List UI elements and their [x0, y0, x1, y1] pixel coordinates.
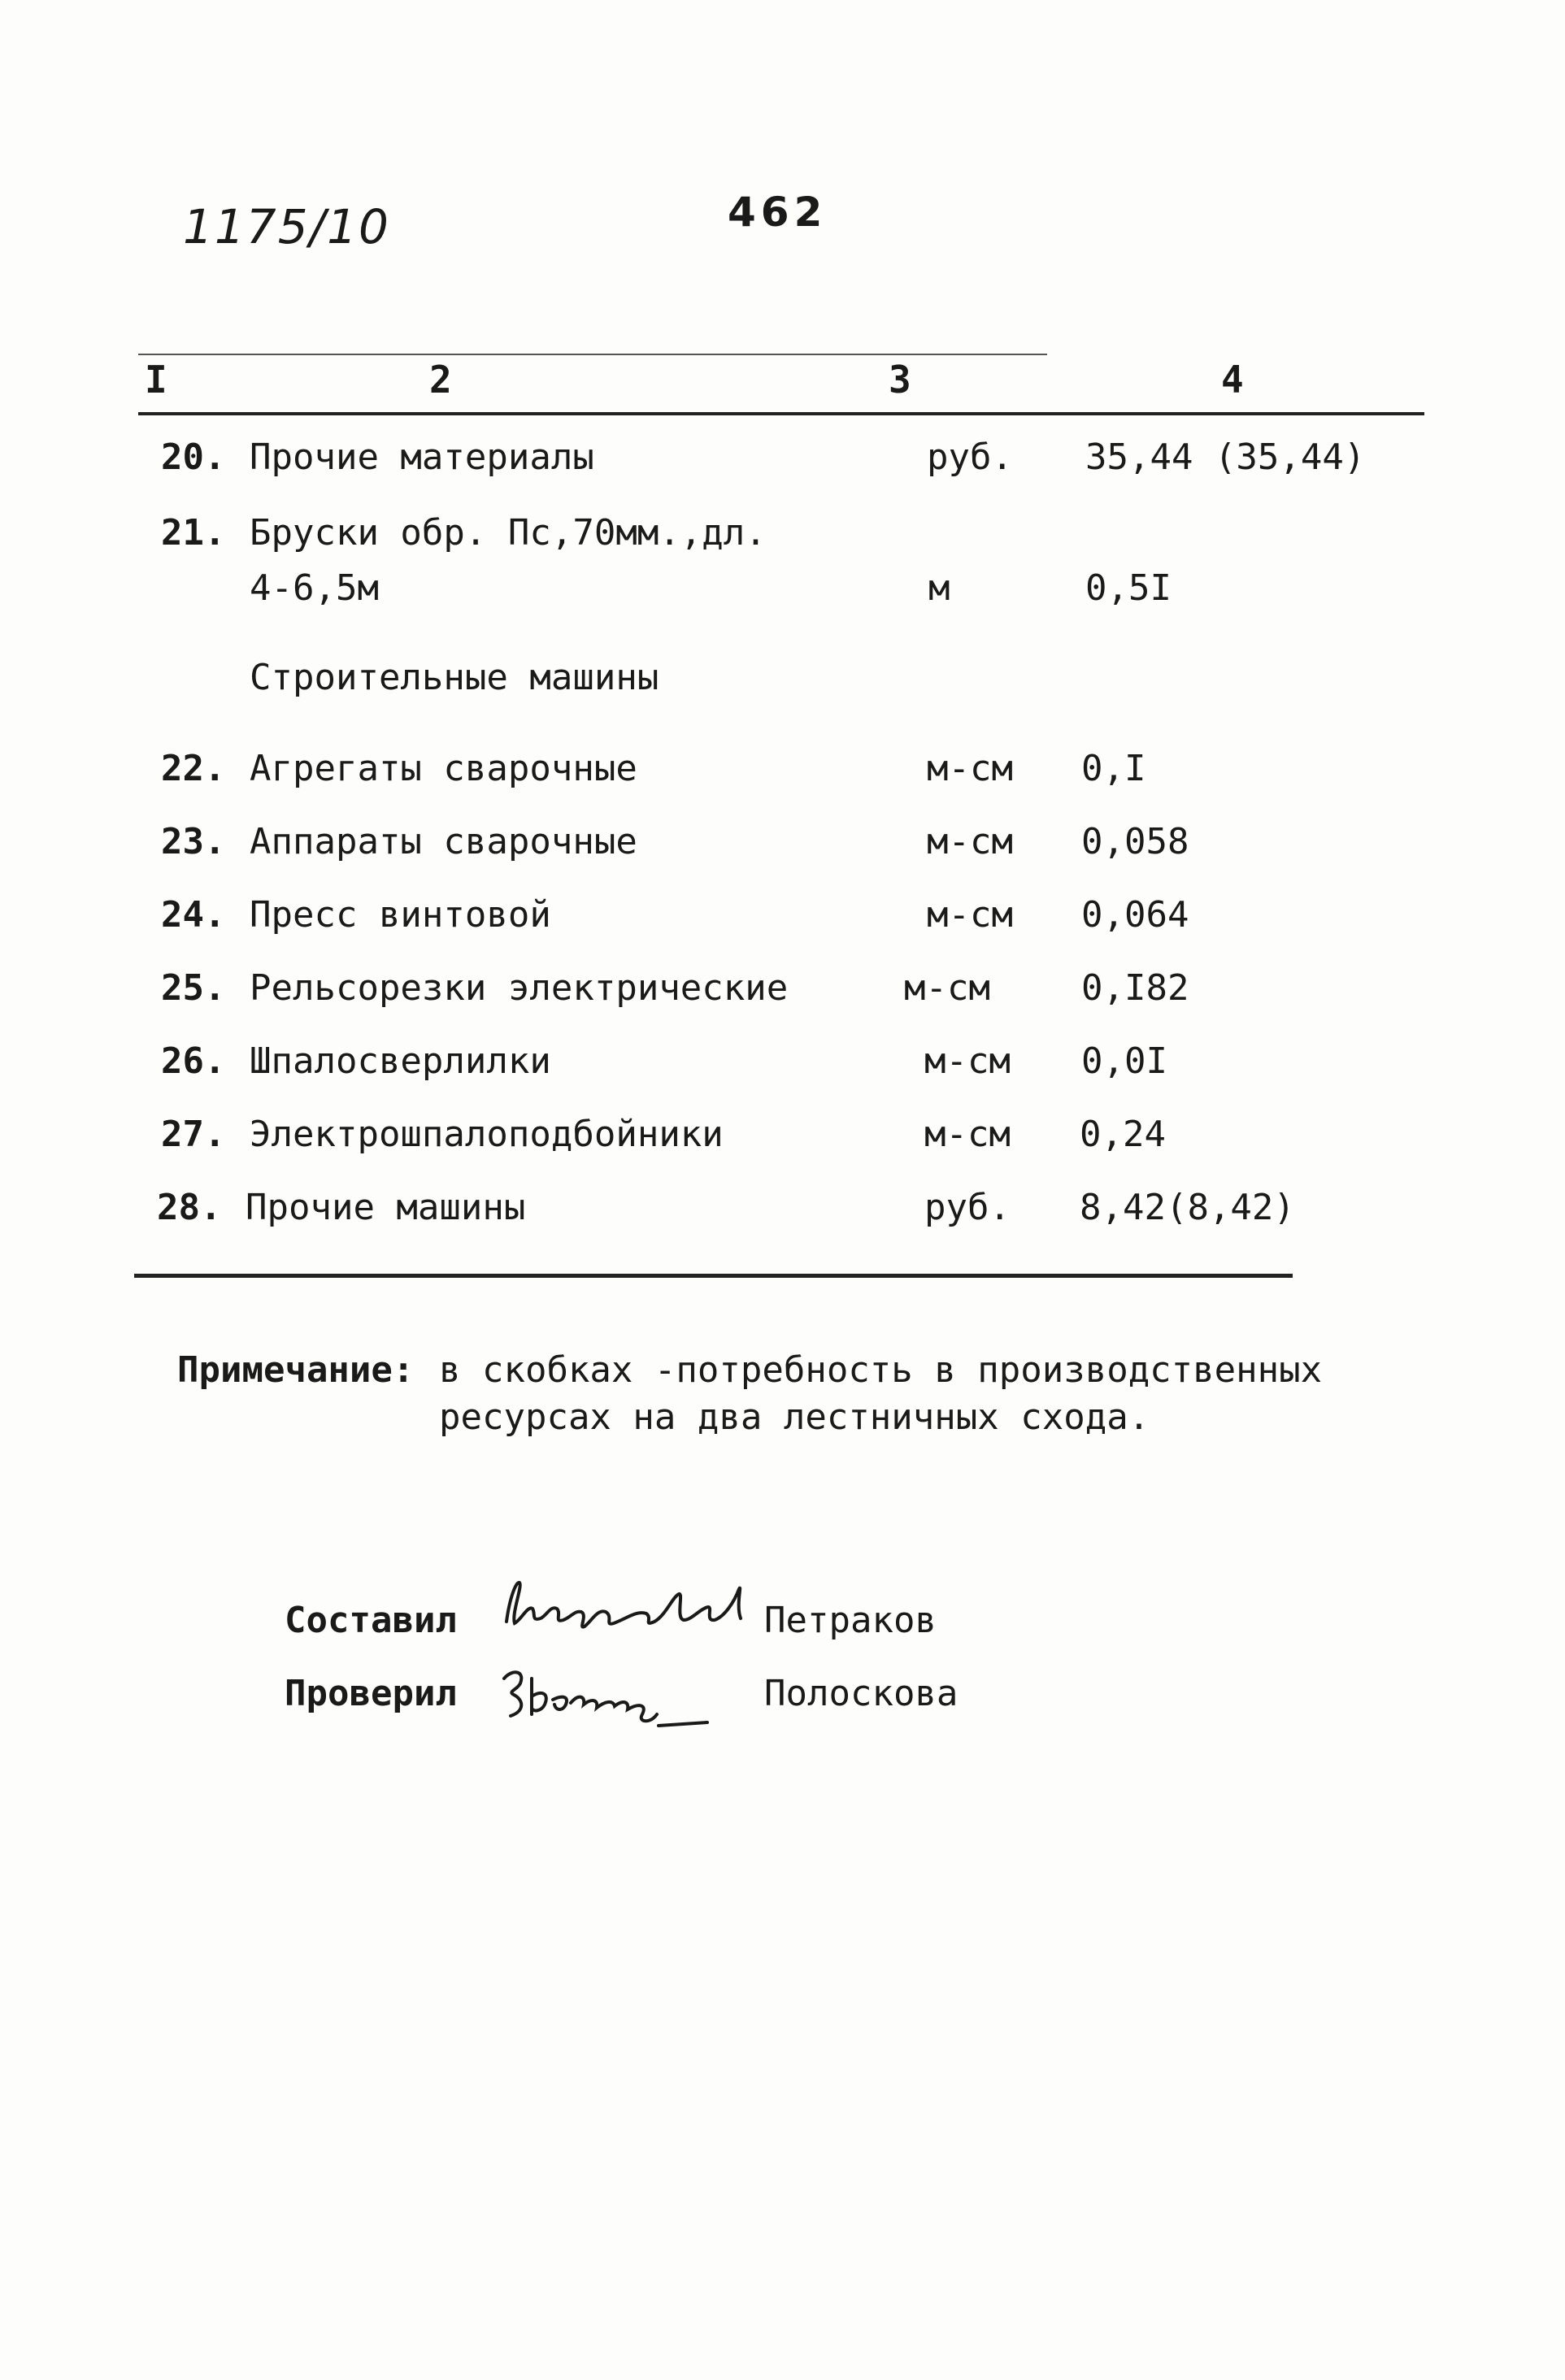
section-heading: Строительные машины: [250, 657, 659, 698]
row-unit: руб.: [927, 436, 1013, 478]
row-number: 22.: [161, 748, 226, 789]
row-number: 24.: [161, 894, 226, 936]
table-header-rule: [138, 412, 1424, 415]
row-unit: м-см: [924, 1114, 1011, 1155]
checked-by-name: Полоскова: [764, 1673, 959, 1714]
compiled-by-label: Составил: [285, 1600, 457, 1641]
row-value: 0,0I: [1081, 1040, 1167, 1082]
checked-by-label: Проверил: [285, 1673, 457, 1714]
compiled-by-name: Петраков: [764, 1600, 937, 1641]
row-name: Пресс винтовой: [250, 894, 551, 936]
note-line-2: ресурсах на два лестничных схода.: [439, 1396, 1150, 1438]
table-top-rule: [138, 354, 1047, 355]
row-unit: м-см: [904, 967, 990, 1009]
row-unit: м-см: [927, 748, 1013, 789]
row-value: 0,5I: [1085, 567, 1172, 609]
row-number: 23.: [161, 821, 226, 862]
row-unit: м-см: [927, 894, 1013, 936]
row-name: Электрошпалоподбойники: [250, 1114, 724, 1155]
row-number: 28.: [157, 1187, 222, 1228]
row-number: 20.: [161, 436, 226, 478]
page-number: 462: [728, 189, 828, 236]
document-code: 1175/10: [183, 199, 390, 254]
note-line-1: в скобках -потребность в производственных: [439, 1349, 1323, 1391]
row-name: Аппараты сварочные: [250, 821, 637, 862]
signature-petrakov: [500, 1573, 768, 1638]
row-name: Шпалосверлилки: [250, 1040, 551, 1082]
column-header-1: I: [145, 358, 167, 402]
row-value: 8,42(8,42): [1080, 1187, 1295, 1228]
signature-poloskova: [496, 1654, 764, 1735]
row-number: 26.: [161, 1040, 226, 1082]
row-unit: м-см: [924, 1040, 1011, 1082]
row-name: Агрегаты сварочные: [250, 748, 637, 789]
row-name: Прочие машины: [246, 1187, 526, 1228]
column-header-4: 4: [1221, 358, 1244, 402]
row-value: 0,24: [1080, 1114, 1166, 1155]
row-number: 25.: [161, 967, 226, 1009]
row-unit: руб.: [924, 1187, 1011, 1228]
row-number: 21.: [161, 512, 226, 554]
row-value: 0,I82: [1081, 967, 1189, 1009]
row-unit: м: [928, 567, 950, 609]
row-name: Рельсорезки электрические: [250, 967, 789, 1009]
column-header-3: 3: [889, 358, 911, 402]
row-value: 35,44 (35,44): [1085, 436, 1366, 478]
row-value: 0,058: [1081, 821, 1189, 862]
row-value: 0,I: [1081, 748, 1146, 789]
column-header-2: 2: [429, 358, 452, 402]
row-value: 0,064: [1081, 894, 1189, 936]
note-label: Примечание:: [177, 1349, 415, 1391]
row-number: 27.: [161, 1114, 226, 1155]
table-bottom-rule: [134, 1274, 1293, 1278]
row-name-continuation: 4-6,5м: [250, 567, 379, 609]
row-name: Прочие материалы: [250, 436, 594, 478]
row-unit: м-см: [927, 821, 1013, 862]
row-name: Бруски обр. Пс,70мм.,дл.: [250, 512, 767, 554]
